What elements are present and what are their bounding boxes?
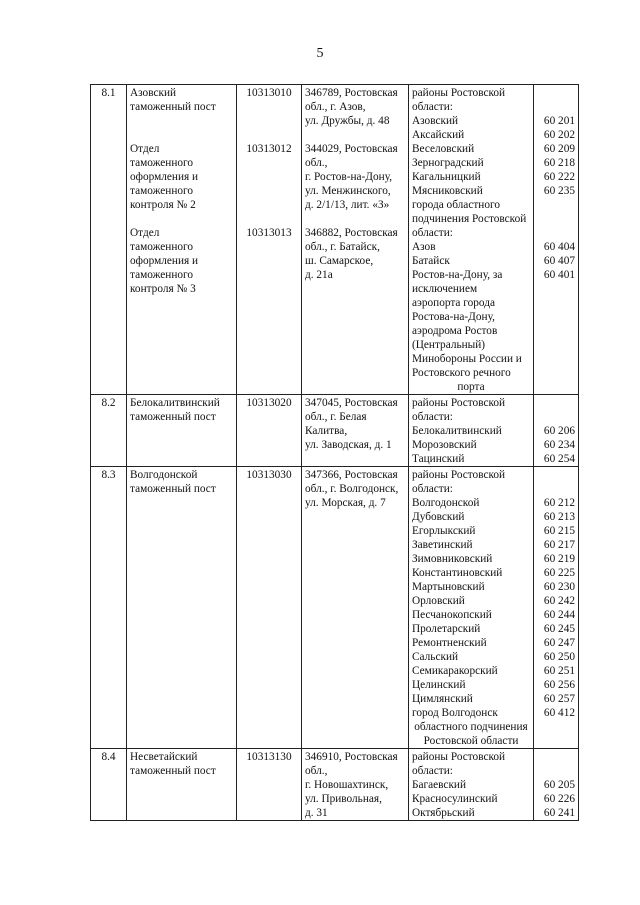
post-name-line: Азовский (130, 87, 177, 99)
page-number: 5 (316, 46, 324, 61)
oktmo-code (537, 482, 575, 496)
post-address-line: ул. Дружбы, д. 48 (305, 115, 390, 127)
post-name-cell (127, 395, 237, 467)
oktmo-code: 60 241 (543, 807, 575, 819)
district-name: Морозовский (412, 439, 477, 451)
district-name: районы Ростовской (412, 397, 506, 409)
spacer (305, 128, 405, 142)
districts-cell (409, 395, 534, 467)
post-code (240, 282, 298, 296)
oktmo-code: 60 202 (543, 129, 575, 141)
post-name-line (130, 792, 233, 806)
oktmo-cell (534, 395, 579, 467)
post-address-line (305, 282, 405, 296)
oktmo-code: 60 218 (543, 157, 575, 169)
post-name-line: Волгодонской (130, 469, 198, 481)
district-name: Минобороны России и (412, 353, 522, 365)
table-row (91, 749, 579, 821)
row-number: 8.4 (101, 751, 116, 763)
districts-cell (409, 467, 534, 749)
oktmo-code: 60 222 (543, 171, 575, 183)
row-number-cell (91, 467, 127, 749)
row-number-cell (91, 749, 127, 821)
district-name: Константиновский (412, 567, 503, 579)
post-name-line: оформления и (130, 171, 199, 183)
oktmo-code: 60 206 (543, 425, 575, 437)
post-name-line: таможенного (130, 241, 194, 253)
post-name-line: Несветайский (130, 751, 198, 763)
post-address-line: 344029, Ростовская (305, 143, 398, 155)
district-name: Азовский (412, 115, 459, 127)
spacer (305, 212, 405, 226)
post-name-line (130, 778, 233, 792)
district-name: Песчанокопский (412, 609, 492, 621)
oktmo-code: 60 412 (543, 707, 575, 719)
post-code (240, 496, 298, 510)
post-code-cell (237, 85, 302, 395)
post-code (240, 114, 298, 128)
oktmo-code: 60 257 (543, 693, 575, 705)
spacer (240, 212, 298, 226)
oktmo-code (537, 410, 575, 424)
oktmo-code (537, 338, 575, 352)
district-name: Зимовниковский (412, 553, 493, 565)
post-name-line (130, 496, 233, 510)
post-code (240, 254, 298, 268)
district-name: исключением (412, 283, 478, 295)
districts-cell (409, 749, 534, 821)
post-address-cell (302, 467, 409, 749)
district-name: подчинения Ростовской (412, 213, 527, 225)
district-name: Багаевский (412, 779, 467, 791)
oktmo-code (537, 212, 575, 226)
oktmo-code (537, 296, 575, 310)
post-address-cell (302, 749, 409, 821)
oktmo-code: 60 251 (543, 665, 575, 677)
oktmo-code (537, 282, 575, 296)
oktmo-code: 60 209 (543, 143, 575, 155)
district-name: Волгодонской (412, 497, 480, 509)
district-name: Сальский (412, 651, 459, 663)
district-name: районы Ростовской (412, 751, 506, 763)
district-name: областного подчинения (414, 721, 528, 733)
oktmo-code (537, 734, 575, 748)
post-code: 10313020 (246, 397, 292, 409)
post-code-cell (237, 749, 302, 821)
oktmo-code: 60 247 (543, 637, 575, 649)
oktmo-cell (534, 85, 579, 395)
oktmo-code: 60 225 (543, 567, 575, 579)
post-name-line: контроля № 3 (130, 283, 196, 295)
post-address-cell (302, 395, 409, 467)
district-name: Мартыновский (412, 581, 485, 593)
district-name: области: (412, 765, 453, 777)
district-name: Ростовского речного (412, 367, 511, 379)
district-name: Пролетарский (412, 623, 481, 635)
post-code (240, 198, 298, 212)
post-code (240, 792, 298, 806)
oktmo-code: 60 404 (543, 241, 575, 253)
oktmo-code: 60 245 (543, 623, 575, 635)
oktmo-code (537, 764, 575, 778)
district-name: области: (412, 411, 453, 423)
district-name: Тацинский (412, 453, 465, 465)
spacer (130, 128, 233, 142)
district-name: Красносулинский (412, 793, 498, 805)
district-name: Аксайский (412, 129, 465, 141)
post-name-line: таможенный пост (130, 765, 216, 777)
oktmo-code (537, 324, 575, 338)
oktmo-code (537, 468, 575, 482)
post-address-line: ул. Морская, д. 7 (305, 497, 386, 509)
district-name: районы Ростовской (412, 87, 506, 99)
district-name: Мясниковский (412, 185, 483, 197)
post-address-line: 347366, Ростовская (305, 469, 398, 481)
post-address-line: обл., г. Азов, (305, 101, 366, 113)
district-name: Ростовской области (423, 735, 519, 747)
post-address-line: 346910, Ростовская (305, 751, 398, 763)
post-code: 10313012 (246, 143, 292, 155)
oktmo-code (537, 396, 575, 410)
post-address-line: 346789, Ростовская (305, 87, 398, 99)
oktmo-code: 60 256 (543, 679, 575, 691)
district-name: аэродрома Ростов (412, 325, 498, 337)
oktmo-code: 60 254 (543, 453, 575, 465)
post-code-cell (237, 467, 302, 749)
post-address-line: д. 21а (305, 269, 333, 281)
oktmo-code: 60 244 (543, 609, 575, 621)
oktmo-code: 60 250 (543, 651, 575, 663)
post-address-line: г. Новошахтинск, (305, 779, 389, 791)
post-name-line (130, 424, 233, 438)
post-name-line: таможенного (130, 157, 194, 169)
post-name-line: таможенный пост (130, 411, 216, 423)
oktmo-code: 60 212 (543, 497, 575, 509)
oktmo-code (537, 86, 575, 100)
row-number: 8.3 (101, 469, 116, 481)
post-code (240, 184, 298, 198)
post-code: 10313013 (246, 227, 292, 239)
district-name: Веселовский (412, 143, 475, 155)
districts-cell (409, 85, 534, 395)
district-name: Батайск (412, 255, 450, 267)
district-name: Кагальницкий (412, 171, 481, 183)
post-code (240, 410, 298, 424)
oktmo-code: 60 242 (543, 595, 575, 607)
oktmo-code: 60 234 (543, 439, 575, 451)
table-body (91, 85, 579, 821)
district-name: районы Ростовской (412, 469, 506, 481)
post-name-line: таможенный пост (130, 101, 216, 113)
post-name-cell (127, 749, 237, 821)
oktmo-code (537, 100, 575, 114)
post-address-line: г. Ростов-на-Дону, (305, 171, 393, 183)
oktmo-code: 60 213 (543, 511, 575, 523)
oktmo-code (537, 352, 575, 366)
district-name: Цимлянский (412, 693, 473, 705)
oktmo-code: 60 401 (543, 269, 575, 281)
post-name-line: Отдел (130, 143, 160, 155)
post-address-line: Калитва, (305, 425, 348, 437)
district-name: Дубовский (412, 511, 465, 523)
post-code (240, 100, 298, 114)
oktmo-code: 60 230 (543, 581, 575, 593)
post-address-line: обл., г. Белая (305, 411, 367, 423)
post-code-cell (237, 395, 302, 467)
post-name-line (130, 438, 233, 452)
post-name-line: таможенного (130, 269, 194, 281)
district-name: Семикаракорский (412, 665, 498, 677)
district-name: Заветинский (412, 539, 473, 551)
spacer (130, 212, 233, 226)
post-address-line: обл., (305, 765, 328, 777)
district-name: города областного (412, 199, 500, 211)
row-number: 8.2 (101, 397, 116, 409)
post-address-line: обл., г. Волгодонск, (305, 483, 399, 495)
post-address-line: ш. Самарское, (305, 255, 374, 267)
post-code (240, 268, 298, 282)
table-row (91, 395, 579, 467)
district-name: Ростов-на-Дону, за (412, 269, 503, 281)
post-code (240, 424, 298, 438)
oktmo-code: 60 215 (543, 525, 575, 537)
post-name-line: Белокалитвинский (130, 397, 220, 409)
customs-posts-table (90, 84, 579, 821)
oktmo-code (537, 750, 575, 764)
district-name: Октябрьский (412, 807, 475, 819)
post-address-line: д. 31 (305, 807, 328, 819)
post-address-line: обл., г. Батайск, (305, 241, 380, 253)
district-name: Орловский (412, 595, 465, 607)
district-name: Белокалитвинский (412, 425, 502, 437)
district-name: Егорлыкский (412, 525, 476, 537)
oktmo-code: 60 235 (543, 185, 575, 197)
post-name-line (130, 114, 233, 128)
post-name-line: оформления и (130, 255, 199, 267)
post-name-line (130, 806, 233, 820)
spacer (240, 128, 298, 142)
district-name: области: (412, 101, 453, 113)
post-code: 10313010 (246, 87, 292, 99)
district-name: город Волгодонск (412, 707, 498, 719)
oktmo-cell (534, 749, 579, 821)
district-name: Ростова-на-Дону, (412, 311, 495, 323)
oktmo-code: 60 407 (543, 255, 575, 267)
post-code (240, 438, 298, 452)
oktmo-code (537, 380, 575, 394)
row-number-cell (91, 85, 127, 395)
post-code (240, 778, 298, 792)
oktmo-code (537, 198, 575, 212)
post-name-cell (127, 85, 237, 395)
post-code (240, 764, 298, 778)
post-name-cell (127, 467, 237, 749)
oktmo-code: 60 205 (543, 779, 575, 791)
district-name: Ремонтненский (412, 637, 487, 649)
post-code (240, 806, 298, 820)
post-address-line: обл., (305, 157, 328, 169)
district-name: Зерноградский (412, 157, 484, 169)
table-row (91, 85, 579, 395)
oktmo-code (537, 366, 575, 380)
post-code: 10313030 (246, 469, 292, 481)
post-code: 10313130 (246, 751, 292, 763)
district-name: Азов (412, 241, 436, 253)
post-address-line: д. 2/1/13, лит. «З» (305, 199, 390, 211)
post-name-line: контроля № 2 (130, 199, 196, 211)
table-row (91, 467, 579, 749)
row-number: 8.1 (101, 87, 116, 99)
district-name: Целинский (412, 679, 466, 691)
post-name-line: таможенного (130, 185, 194, 197)
post-code (240, 240, 298, 254)
post-code (240, 482, 298, 496)
post-address-line: ул. Заводская, д. 1 (305, 439, 392, 451)
post-address-line: 346882, Ростовская (305, 227, 398, 239)
post-address-line: ул. Менжинского, (305, 185, 391, 197)
post-address-line: ул. Привольная, (305, 793, 382, 805)
oktmo-cell (534, 467, 579, 749)
row-number-cell (91, 395, 127, 467)
oktmo-code: 60 219 (543, 553, 575, 565)
post-name-line: таможенный пост (130, 483, 216, 495)
oktmo-code (537, 720, 575, 734)
post-name-line: Отдел (130, 227, 160, 239)
post-code (240, 170, 298, 184)
district-name: (Центральный) (412, 339, 486, 351)
oktmo-code: 60 226 (543, 793, 575, 805)
district-name: аэропорта города (412, 297, 495, 309)
district-name: области: (412, 483, 453, 495)
post-address-cell (302, 85, 409, 395)
oktmo-code: 60 217 (543, 539, 575, 551)
post-address-line: 347045, Ростовская (305, 397, 398, 409)
oktmo-code (537, 310, 575, 324)
oktmo-code (537, 226, 575, 240)
oktmo-code: 60 201 (543, 115, 575, 127)
district-name: области: (412, 227, 453, 239)
district-name: порта (457, 381, 485, 393)
post-code (240, 156, 298, 170)
